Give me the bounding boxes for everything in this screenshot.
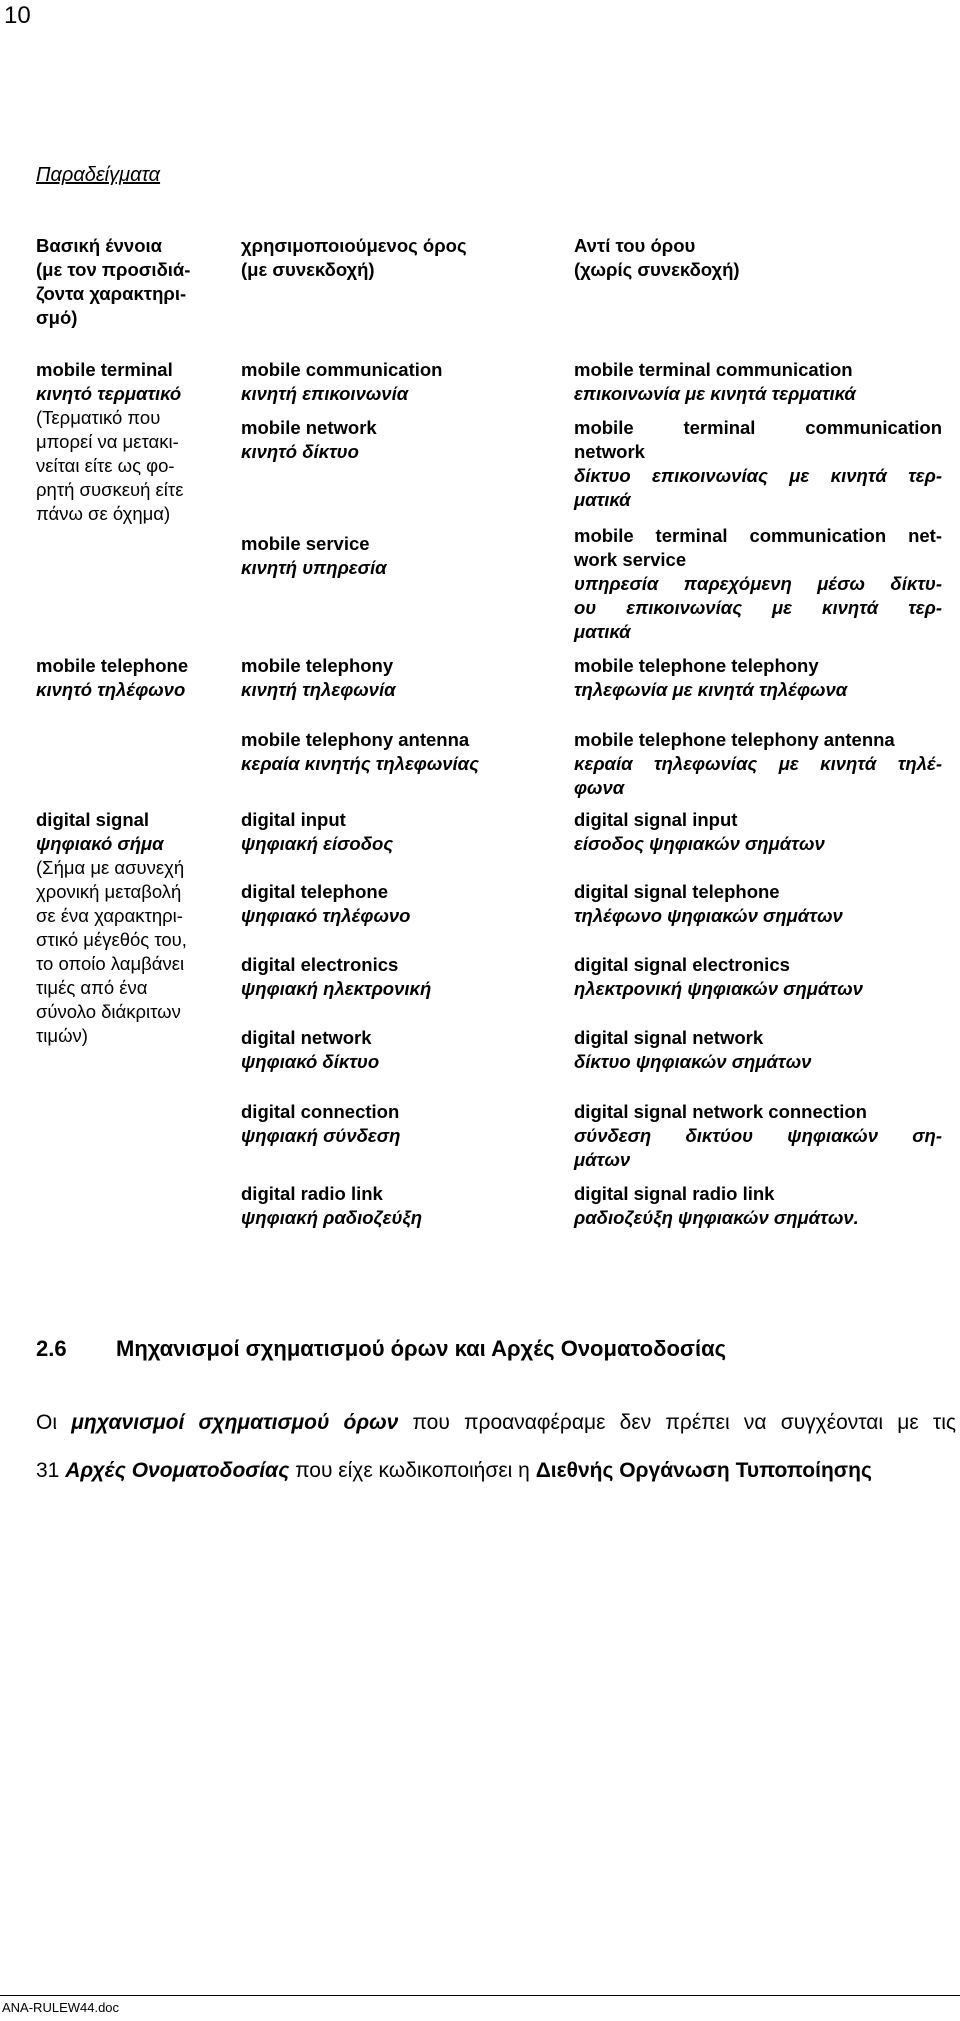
header-line: Αντί του όρου [574,235,696,256]
term-gr: κινητή τηλεφωνία [241,679,396,700]
term-en: digital signal electronics [574,954,790,975]
term-en: digital signal network connection [574,1101,867,1122]
paragraph-emphasis: μηχανισμοί σχηματισμού όρων [71,1411,399,1434]
term-en: digital network [241,1027,372,1048]
instead-term [574,1026,942,1074]
term-en: mobile terminal communication net- [574,525,942,546]
term-en: digital electronics [241,954,399,975]
instead-term [574,524,942,644]
term-gr: επικοινωνία με κινητά τερματικά [574,383,856,404]
used-term [241,1100,541,1148]
used-term [241,808,541,856]
instead-term [574,654,942,702]
instead-term [574,880,942,928]
term-en: mobile service [241,533,370,554]
term-en: digital telephone [241,881,388,902]
instead-term [574,808,942,856]
term-en: mobile network [241,417,377,438]
concept-note-line: σε ένα χαρακτηρι- [36,905,183,926]
used-term [241,358,541,406]
concept-note-line: στικό μέγεθός του, [36,929,187,950]
paragraph-text: Οι [36,1411,72,1434]
term-en: digital signal network [574,1027,764,1048]
term-en: work service [574,549,687,570]
term-gr: δίκτυο ψηφιακών σημάτων [574,1051,812,1072]
term-en: digital radio link [241,1183,383,1204]
paragraph-emphasis: Διεθνής Οργάνωση Τυποποίησης [535,1459,872,1482]
concept-note-line: (Σήμα με ασυνεχή [36,857,185,878]
term-gr: ψηφιακή ηλεκτρονική [241,978,432,999]
term-gr: ψηφιακή σύνδεση [241,1125,401,1146]
header-line: ζοντα χαρακτηρι- [36,283,187,304]
term-en: digital input [241,809,346,830]
instead-term [574,358,942,406]
examples-heading: Παραδείγματα [36,164,161,186]
term-gr: υπηρεσία παρεχόμενη μέσω δίκτυ- [574,573,942,594]
term-en: mobile terminal communication [574,359,853,380]
concept-en: mobile terminal [36,359,173,380]
used-term [241,654,541,702]
paragraph-text: που είχε κωδικοποιήσει η [289,1459,536,1482]
column-header-instead-of [574,234,942,282]
used-term [241,953,541,1001]
paragraph-line-2 [36,1450,956,1492]
concept-note-line: το οποίο λαμβάνει [36,953,185,974]
term-en: digital signal telephone [574,881,780,902]
header-line: (χωρίς συνεκδοχή) [574,259,740,280]
term-gr: ου επικοινωνίας με κινητά τερ- [574,597,942,618]
term-gr: φωνα [574,777,625,798]
used-term [241,880,541,928]
term-gr: ηλεκτρονική ψηφιακών σημάτων [574,978,863,999]
concept-note-line: μπορεί να μετακι- [36,431,179,452]
concept-en: digital signal [36,809,150,830]
instead-term [574,953,942,1001]
concept-gr: κινητό τηλέφωνο [36,679,186,700]
concept-note-line: σύνολο διάκριτων [36,1001,181,1022]
header-line: (με συνεκδοχή) [241,259,375,280]
term-en: mobile telephony [241,655,394,676]
instead-term [574,1182,942,1230]
term-gr: ψηφιακό δίκτυο [241,1051,380,1072]
column-header-basic-concept [36,234,206,330]
page-number: 10 [4,2,31,29]
header-line: χρησιμοποιούμενος όρος [241,235,467,256]
concept-note-line: χρονική μεταβολή [36,881,182,902]
term-gr: κινητό δίκτυο [241,441,359,462]
section-title [36,1336,726,1362]
concept-note-line: τιμές από ένα [36,977,148,998]
term-en: mobile terminal communication [574,417,942,438]
paragraph-emphasis: Αρχές Ονοματοδοσίας [65,1459,290,1482]
term-gr: κεραία κινητής τηλεφωνίας [241,753,479,774]
instead-term [574,728,942,800]
concept-en: mobile telephone [36,655,189,676]
term-gr: είσοδος ψηφιακών σημάτων [574,833,825,854]
used-term [241,532,541,580]
term-en: mobile telephony antenna [241,729,470,750]
term-gr: κινητή επικοινωνία [241,383,409,404]
header-line: (με τον προσιδιά- [36,259,191,280]
term-gr: κινητή υπηρεσία [241,557,387,578]
concept-digital-signal [36,808,206,1048]
term-gr: κεραία τηλεφωνίας με κινητά τηλέ- [574,753,942,774]
term-en: network [574,441,645,462]
header-line: σμό) [36,307,78,328]
term-gr: τηλέφωνο ψηφιακών σημάτων [574,905,843,926]
term-gr: τηλεφωνία με κινητά τηλέφωνα [574,679,848,700]
header-line: Βασική έννοια [36,235,163,256]
concept-note-line: ρητή συσκευή είτε [36,479,184,500]
term-en: digital connection [241,1101,400,1122]
term-gr: ματικά [574,489,631,510]
term-gr: ραδιοζεύξη ψηφιακών σημάτων. [574,1207,859,1228]
concept-mobile-terminal [36,358,206,526]
concept-gr: ψηφιακό σήμα [36,833,164,854]
concept-note-line: νείται είτε ως φο- [36,455,175,476]
footer-filename: ANA-RULEW44.doc [2,2000,120,2015]
concept-note-line: πάνω σε όχημα) [36,503,171,524]
term-gr: σύνδεση δικτύου ψηφιακών ση- [574,1125,942,1146]
section-number: 2.6 [36,1336,67,1361]
paragraph-text: 31 [36,1459,66,1482]
term-en: mobile communication [241,359,443,380]
term-gr: ψηφιακή είσοδος [241,833,394,854]
term-gr: δίκτυο επικοινωνίας με κινητά τερ- [574,465,942,486]
term-gr: ψηφιακή ραδιοζεύξη [241,1207,423,1228]
concept-mobile-telephone [36,654,206,702]
concept-note-line: τιμών) [36,1025,88,1046]
paragraph-line-1 [36,1402,956,1444]
used-term [241,728,541,776]
term-en: digital signal radio link [574,1183,775,1204]
instead-term [574,1100,942,1172]
term-gr: μάτων [574,1149,631,1170]
used-term [241,416,541,464]
term-gr: ματικά [574,621,631,642]
term-en: mobile telephone telephony antenna [574,729,895,750]
section-title-text: Μηχανισμοί σχηματισμού όρων και Αρχές Ονοματοδοσίας [116,1336,727,1361]
instead-term [574,416,942,512]
term-gr: ψηφιακό τηλέφωνο [241,905,411,926]
term-en: mobile telephone telephony [574,655,819,676]
column-header-used-term [241,234,541,282]
used-term [241,1182,541,1230]
paragraph-text: που προαναφέραμε δεν πρέπει να συγχέονται με τις [398,1411,956,1434]
concept-note-line: (Τερματικό που [36,407,161,428]
concept-gr: κινητό τερματικό [36,383,182,404]
footer-divider [0,1995,960,1996]
term-en: digital signal input [574,809,738,830]
used-term [241,1026,541,1074]
